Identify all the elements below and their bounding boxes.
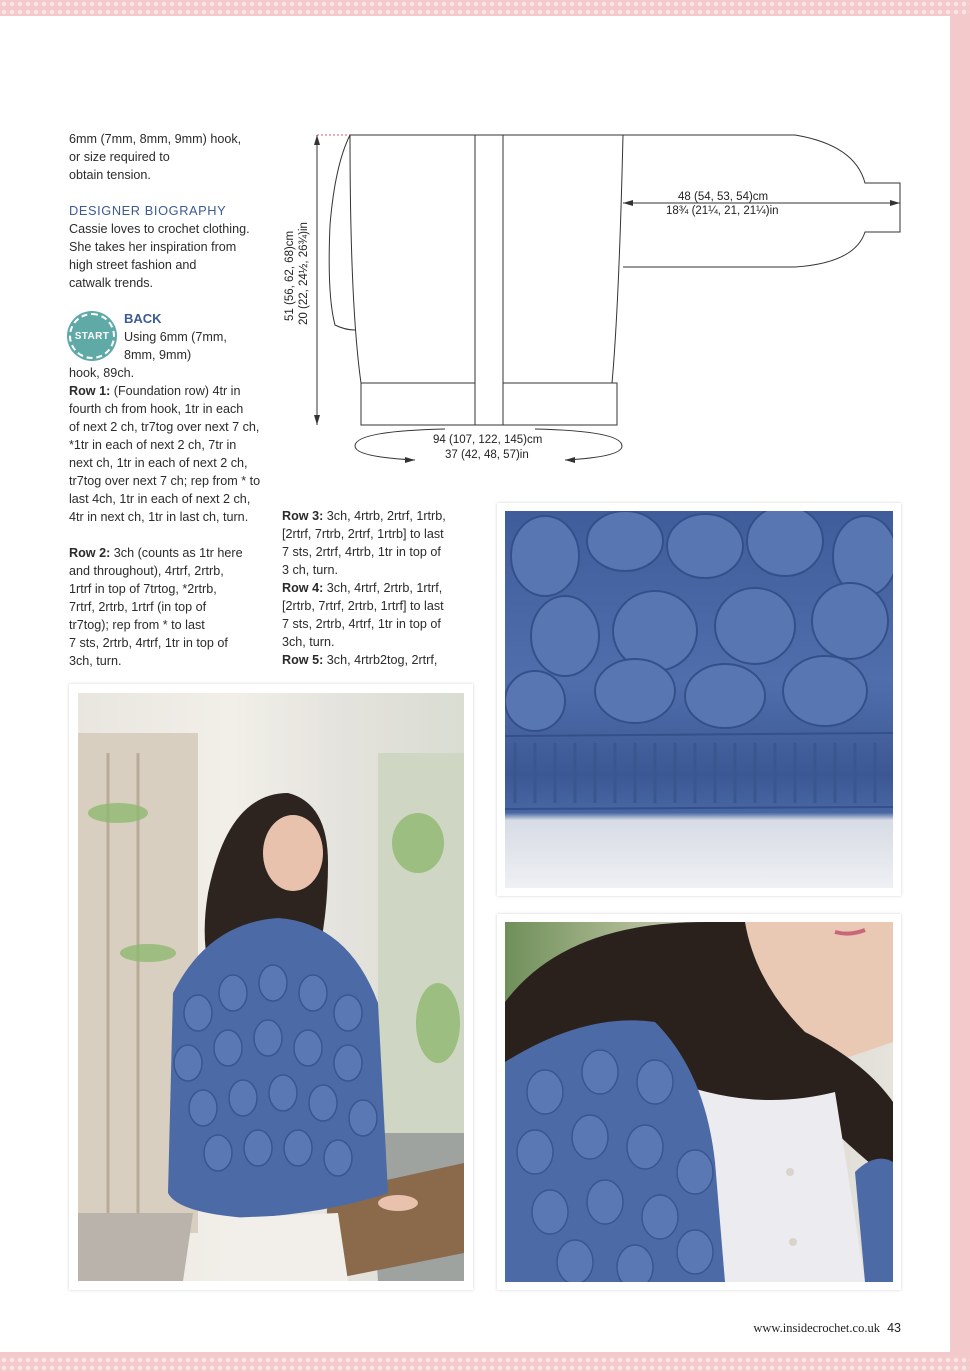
row-1-line: next ch, 1tr in each of next 2 ch,	[69, 456, 248, 470]
row-5-text: 3ch, 4rtrb2tog, 2rtrf,	[323, 653, 438, 667]
hook-note-line: 6mm (7mm, 8mm, 9mm) hook,	[69, 132, 242, 146]
page-number: 43	[887, 1321, 901, 1335]
row-4-label: Row 4:	[282, 581, 324, 595]
left-front-panel	[350, 135, 475, 383]
decorative-top-border	[0, 0, 970, 16]
row-1-line: 4tr in next ch, 1tr in last ch, turn.	[69, 510, 249, 524]
row-1-line: tr7tog over next 7 ch; rep from * to	[69, 474, 261, 488]
row-1	[69, 382, 274, 400]
back-heading: BACK	[124, 311, 162, 326]
stitch-closeup-photo	[505, 511, 893, 888]
row-5-label: Row 5:	[282, 653, 324, 667]
model-photo-frame	[69, 684, 473, 1290]
page-footer	[753, 1321, 901, 1336]
row-4-line: [2rtrb, 7rtrf, 2rtrb, 1rtrf] to last	[282, 599, 444, 613]
hook-note-line: obtain tension.	[69, 168, 151, 182]
decorative-bottom-border	[0, 1356, 970, 1372]
row-1-text: (Foundation row) 4tr in	[110, 384, 241, 398]
garment-schematic	[275, 125, 915, 470]
closeup-photo	[505, 922, 893, 1282]
sleeve-in-label: 18¾ (21¼, 21, 21¼)in	[666, 205, 779, 217]
length-cm-label: 51 (56, 62, 68)cm	[284, 230, 296, 321]
row-3	[282, 507, 482, 525]
back-intro-line: hook, 89ch.	[69, 366, 135, 380]
row-4	[282, 579, 482, 597]
width-in-label: 37 (42, 48, 57)in	[445, 449, 529, 461]
row-3-line: 3 ch, turn.	[282, 563, 339, 577]
rows-column-2	[282, 507, 482, 669]
back-intro	[124, 310, 274, 364]
start-badge: START	[69, 313, 115, 359]
row-3-line: [2rtrf, 7rtrb, 2rtrf, 1rtrb] to last	[282, 527, 444, 541]
right-rib	[503, 383, 617, 425]
hook-note	[69, 130, 269, 184]
row-4-text: 3ch, 4rtrf, 2rtrb, 1rtrf,	[323, 581, 443, 595]
row-2-line: 1rtrf in top of 7trtog, *2rtrb,	[69, 582, 217, 596]
row-2-line: and throughout), 4rtrf, 2rtrb,	[69, 564, 224, 578]
back-intro-line: Using 6mm (7mm,	[124, 330, 227, 344]
designer-biography	[69, 202, 269, 292]
row-2-line: 7rtrf, 2rtrb, 1rtrf (in top of	[69, 600, 207, 614]
row-4-line: 7 sts, 2rtrb, 4rtrf, 1tr in top of	[282, 617, 441, 631]
row-2-line: 3ch, turn.	[69, 654, 122, 668]
row-1-line: *1tr in each of next 2 ch, 7tr in	[69, 438, 237, 452]
biography-line: Cassie loves to crochet clothing.	[69, 222, 250, 236]
row-1-line: fourth ch from hook, 1tr in each	[69, 402, 244, 416]
bobble-stitch-image	[505, 511, 893, 888]
row-3-line: 7 sts, 2rtrf, 4rtrb, 1tr in top of	[282, 545, 441, 559]
row-1-line: last 4ch, 1tr in each of next 2 ch,	[69, 492, 251, 506]
row-1-line: of next 2 ch, tr7tog over next 7 ch,	[69, 420, 260, 434]
biography-heading: DESIGNER BIOGRAPHY	[69, 203, 227, 218]
biography-line: catwalk trends.	[69, 276, 153, 290]
left-rib	[361, 383, 475, 425]
biography-line: high street fashion and	[69, 258, 197, 272]
model-cardigan-image	[78, 693, 464, 1281]
row-3-text: 3ch, 4rtrb, 2rtrf, 1rtrb,	[323, 509, 446, 523]
right-front-panel	[503, 135, 623, 383]
row-1-label: Row 1:	[69, 384, 111, 398]
back-rows	[69, 364, 274, 670]
hook-note-line: or size required to	[69, 150, 170, 164]
back-intro-line: 8mm, 9mm)	[124, 348, 192, 362]
row-2-label: Row 2:	[69, 546, 111, 560]
sleeve-cm-label: 48 (54, 53, 54)cm	[678, 191, 769, 203]
width-cm-label: 94 (107, 122, 145)cm	[433, 434, 543, 446]
length-in-label: 20 (22, 24½, 26¾)in	[298, 222, 310, 325]
row-2-text: 3ch (counts as 1tr here	[110, 546, 243, 560]
centre-band	[475, 135, 503, 425]
row-2	[69, 544, 274, 562]
footer-url[interactable]: www.insidecrochet.co.uk	[753, 1321, 880, 1335]
biography-line: She takes her inspiration from	[69, 240, 237, 254]
row-5	[282, 651, 482, 669]
stitch-closeup-frame	[497, 503, 901, 896]
closeup-photo-frame	[497, 914, 901, 1290]
model-photo	[78, 693, 464, 1281]
closeup-cardigan-image	[505, 922, 893, 1282]
row-2-line: 7 sts, 2rtrb, 4rtrf, 1tr in top of	[69, 636, 228, 650]
row-2-line: tr7tog); rep from * to last	[69, 618, 205, 632]
row-3-label: Row 3:	[282, 509, 324, 523]
row-4-line: 3ch, turn.	[282, 635, 335, 649]
